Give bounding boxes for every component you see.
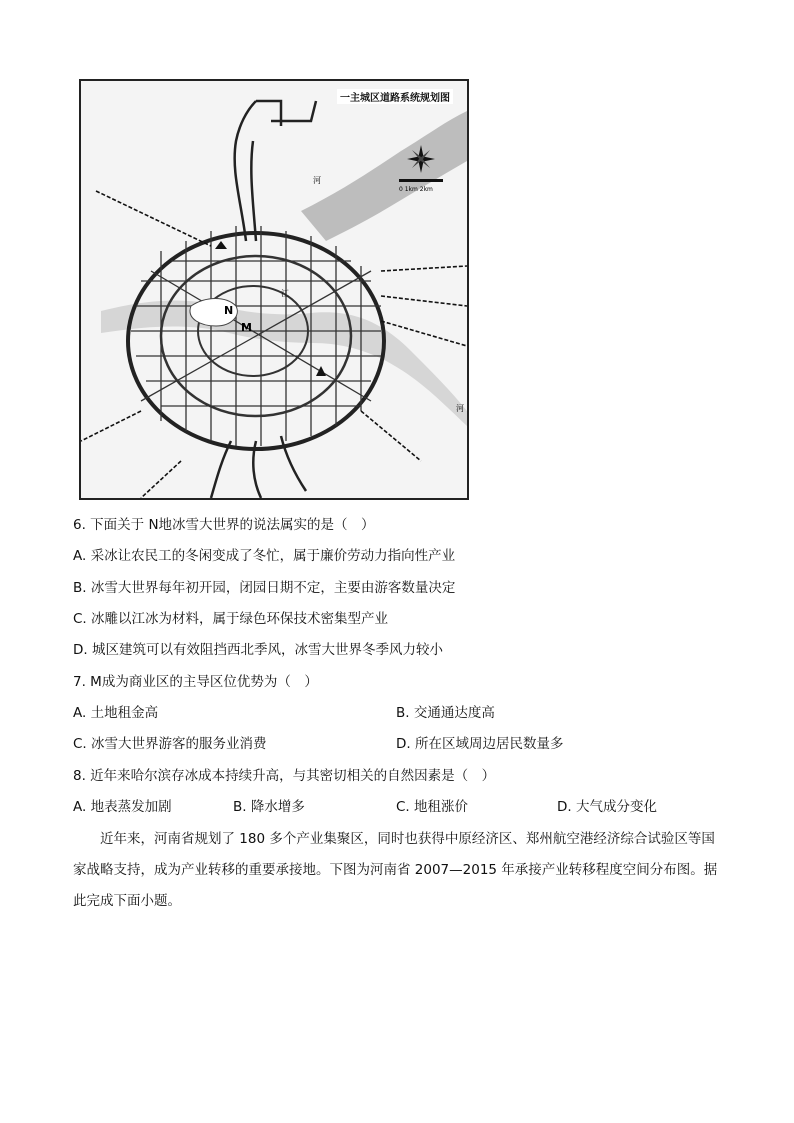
question-7-stem: 7. M成为商业区的主导区位优势为（ ） xyxy=(73,674,318,690)
landmark-marker xyxy=(215,241,227,249)
river-band-ne xyxy=(301,111,467,241)
question-6-option-d: D. 城区建筑可以有效阻挡西北季风，冰雪大世界冬季风力较小 xyxy=(73,642,443,658)
question-8-option-b: B. 降水增多 xyxy=(233,799,305,815)
question-6-option-c: C. 冰雕以江冰为材料，属于绿色环保技术密集型产业 xyxy=(73,611,389,627)
question-6-stem: 6. 下面关于 N地冰雪大世界的说法属实的是（ ） xyxy=(73,517,375,533)
label-n: N xyxy=(224,304,234,317)
question-7-option-d: D. 所在区域周边居民数量多 xyxy=(396,736,564,752)
question-8-option-d: D. 大气成分变化 xyxy=(557,799,657,815)
question-6-option-b: B. 冰雪大世界每年初开园，闭园日期不定，主要由游客数量决定 xyxy=(73,580,456,596)
label-m: M xyxy=(241,321,252,334)
map-title: 一主城区道路系统规划图 xyxy=(337,89,453,104)
question-8-option-c: C. 地租涨价 xyxy=(396,799,469,815)
question-7-option-a: A. 土地租金高 xyxy=(73,705,159,721)
question-8-stem: 8. 近年来哈尔滨存冰成本持续升高，与其密切相关的自然因素是（ ） xyxy=(73,768,496,784)
railways xyxy=(81,191,467,498)
river-label-3: 河 xyxy=(456,404,464,413)
question-8-option-a: A. 地表蒸发加剧 xyxy=(73,799,172,815)
road-system-map xyxy=(79,79,469,500)
question-6-option-a: A. 采冰让农民工的冬闲变成了冬忙，属于廉价劳动力指向性产业 xyxy=(73,548,456,564)
scale-bar xyxy=(399,179,443,193)
river-label-1: 河 xyxy=(313,176,321,185)
svg-text:0 1km 2km: 0 1km 2km xyxy=(399,186,433,193)
north-corridor xyxy=(235,101,316,241)
question-7-option-b: B. 交通通达度高 xyxy=(396,705,495,721)
passage-paragraph: 近年来，河南省规划了 180 多个产业集聚区，同时也获得中原经济区、郑州航空港经济综合试验区等国家战略支持，成为产业转移的重要承接地。下图为河南省 2007—2015 年承接产业转移程度空间分布图。据此完成下面小题。 xyxy=(73,831,718,909)
map-drawing xyxy=(81,81,467,498)
river-label-2: 江 xyxy=(281,289,289,298)
question-7-option-c: C. 冰雪大世界游客的服务业消费 xyxy=(73,736,267,752)
landmark-marker xyxy=(316,366,326,376)
